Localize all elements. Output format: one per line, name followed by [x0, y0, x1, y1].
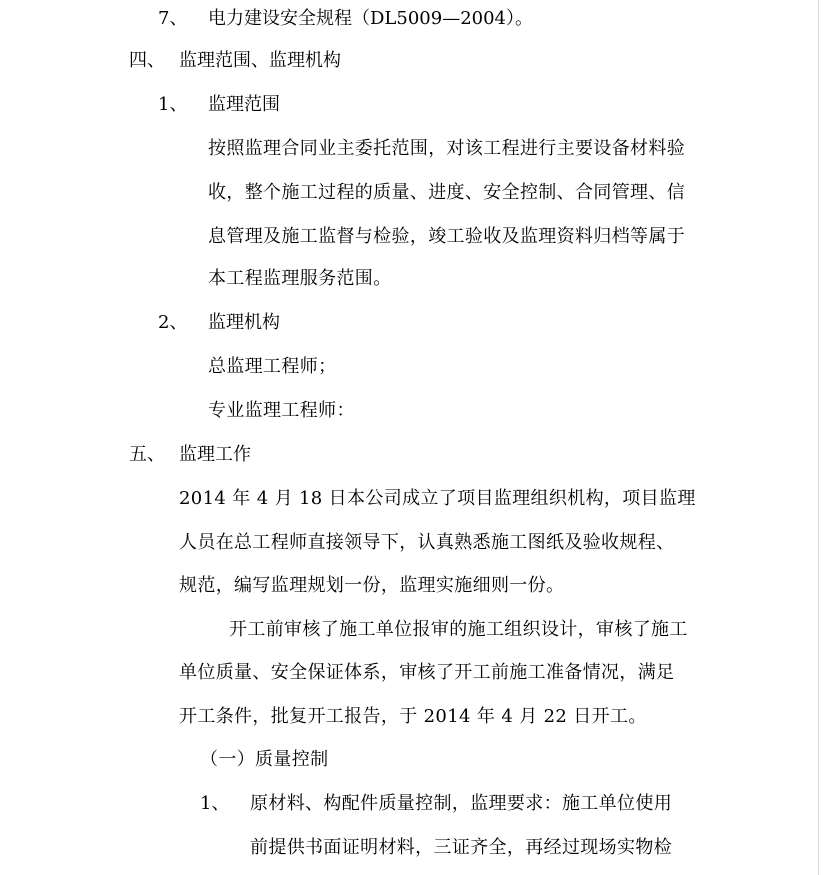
list-text: 原材料、构配件质量控制，监理要求：施工单位使用: [250, 793, 673, 814]
section-heading-4: [0, 46, 835, 76]
subsection-title: 监理范围: [208, 94, 280, 115]
list-text: 电力建设安全规程（DL5009—2004）。: [208, 8, 534, 29]
list-number: 1、: [200, 793, 230, 814]
org-line-specialist: 专业监理工程师：: [208, 400, 355, 421]
section-heading-5: [0, 440, 835, 470]
paragraph-line: 开工条件，批复开工报告，于 2014 年 4 月 22 日开工。: [179, 706, 647, 727]
paragraph-line: 按照监理合同业主委托范围，对该工程进行主要设备材料验: [208, 138, 686, 159]
list-number: 7、: [158, 8, 188, 29]
paragraph-line: 单位质量、安全保证体系，审核了开工前施工准备情况，满足: [179, 662, 675, 683]
paragraph-line: 本工程监理服务范围。: [208, 268, 392, 289]
paragraph-line: 人员在总工程师直接领导下，认真熟悉施工图纸及验收规程、: [179, 532, 675, 553]
quality-item-1: [0, 789, 835, 819]
paragraph-line: 收，整个施工过程的质量、进度、安全控制、合同管理、信: [208, 182, 686, 203]
paragraph-line: 开工前审核了施工单位报审的施工组织设计，审核了施工: [229, 619, 688, 640]
subsection-number: 2、: [158, 312, 188, 333]
quality-control-heading: （一）质量控制: [200, 749, 329, 770]
section-title: 监理范围、监理机构: [179, 50, 341, 71]
org-line-chief: 总监理工程师；: [208, 356, 337, 377]
subsection-heading-2: [0, 308, 835, 338]
paragraph-line: 息管理及施工监督与检验，竣工验收及监理资料归档等属于: [208, 226, 686, 247]
paragraph-line: 2014 年 4 月 18 日本公司成立了项目监理组织机构，项目监理: [179, 488, 696, 509]
list-item-7: [0, 4, 835, 34]
subsection-heading-1: [0, 90, 835, 120]
paragraph-line: 规范，编写监理规划一份，监理实施细则一份。: [179, 575, 565, 596]
section-number: 五、: [129, 444, 165, 465]
paragraph-line: 前提供书面证明材料，三证齐全，再经过现场实物检: [250, 837, 673, 858]
section-title: 监理工作: [179, 444, 251, 465]
section-number: 四、: [129, 50, 165, 71]
page-edge-line: [818, 0, 819, 875]
subsection-number: 1、: [158, 94, 188, 115]
subsection-title: 监理机构: [208, 312, 280, 333]
